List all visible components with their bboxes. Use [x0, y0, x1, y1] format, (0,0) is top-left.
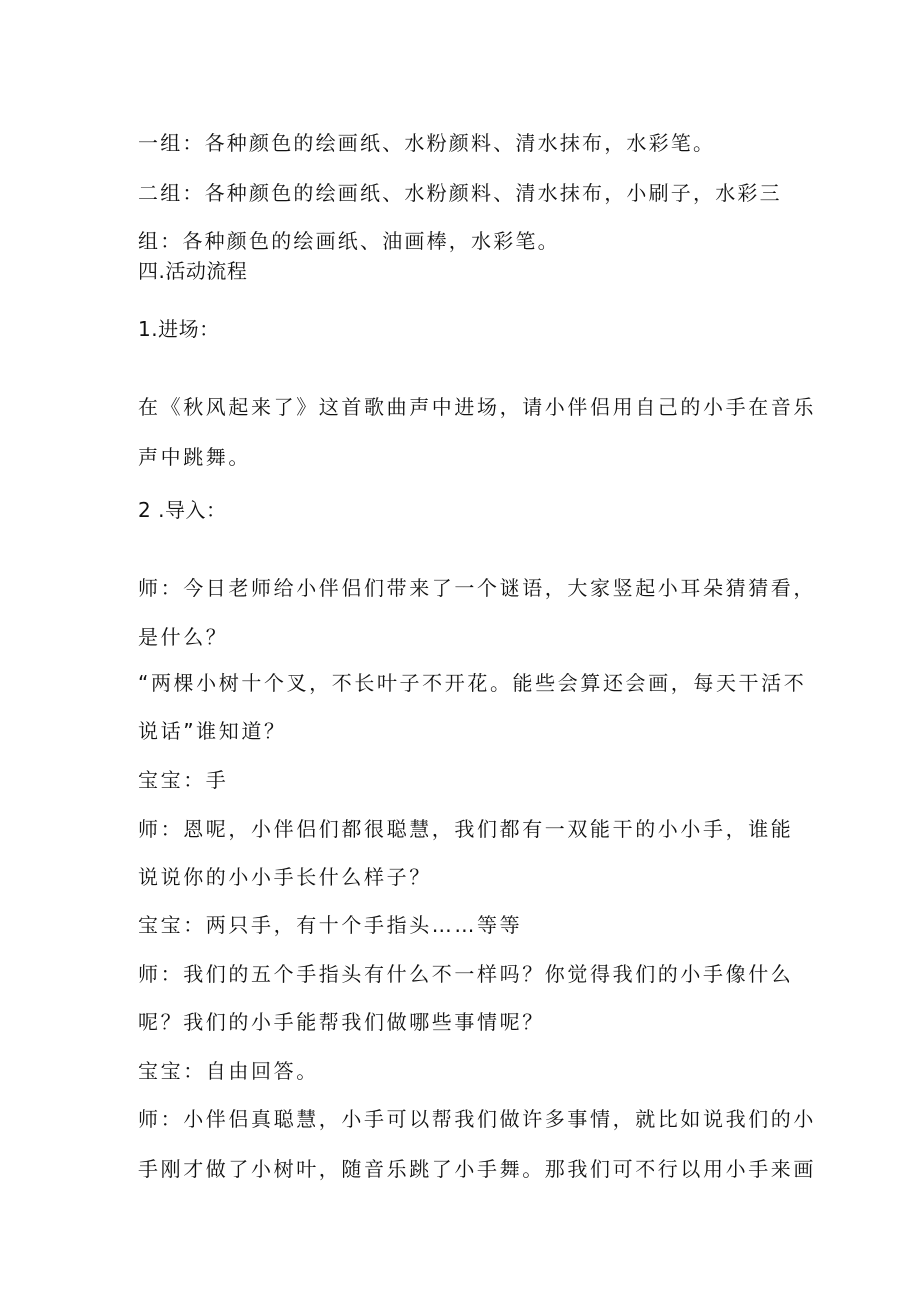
dialogue-line: 师：小伴侣真聪慧，小手可以帮我们做许多事情，就比如说我们的小	[138, 1107, 816, 1131]
materials-group-3: 组：各种颜色的绘画纸、油画棒，水彩笔。	[138, 229, 560, 253]
materials-group-1: 一组：各种颜色的绘画纸、水粉颜料、清水抹布，水彩笔。	[138, 131, 716, 155]
step1-heading: 1.进场：	[138, 317, 220, 341]
dialogue-line: 宝宝：自由回答。	[138, 1059, 319, 1083]
section-heading: 四.活动流程	[138, 259, 248, 283]
dialogue-line: 宝宝：两只手，有十个手指头……等等	[138, 913, 523, 937]
dialogue-line: 是什么？	[138, 625, 229, 649]
step1-body-line: 声中跳舞。	[138, 445, 251, 469]
step2-heading: 2 .导入：	[138, 498, 227, 522]
materials-group-2: 二组：各种颜色的绘画纸、水粉颜料、清水抹布，小刷子，水彩三	[138, 181, 782, 205]
dialogue-line: 说说你的小小手长什么样子？	[138, 865, 432, 889]
dialogue-line: 师：我们的五个手指头有什么不一样吗？你觉得我们的小手像什么	[138, 962, 794, 986]
step1-body-line: 在《秋风起来了》这首歌曲声中进场，请小伴侣用自己的小手在音乐	[138, 395, 816, 419]
dialogue-line: 宝宝：手	[138, 768, 229, 792]
dialogue-line: 手刚才做了小树叶，随音乐跳了小手舞。那我们可不行以用小手来画	[138, 1157, 816, 1181]
dialogue-line: “两棵小树十个叉，不长叶子不开花。能些会算还会画，每天干活不	[138, 671, 807, 695]
dialogue-line: 说话”谁知道？	[138, 719, 287, 743]
dialogue-line: 呢？我们的小手能帮我们做哪些事情呢？	[138, 1010, 545, 1034]
dialogue-line: 师：恩呢，小伴侣们都很聪慧，我们都有一双能干的小小手，谁能	[138, 817, 794, 841]
dialogue-line: 师：今日老师给小伴侣们带来了一个谜语，大家竖起小耳朵猜猜看，	[138, 576, 816, 600]
